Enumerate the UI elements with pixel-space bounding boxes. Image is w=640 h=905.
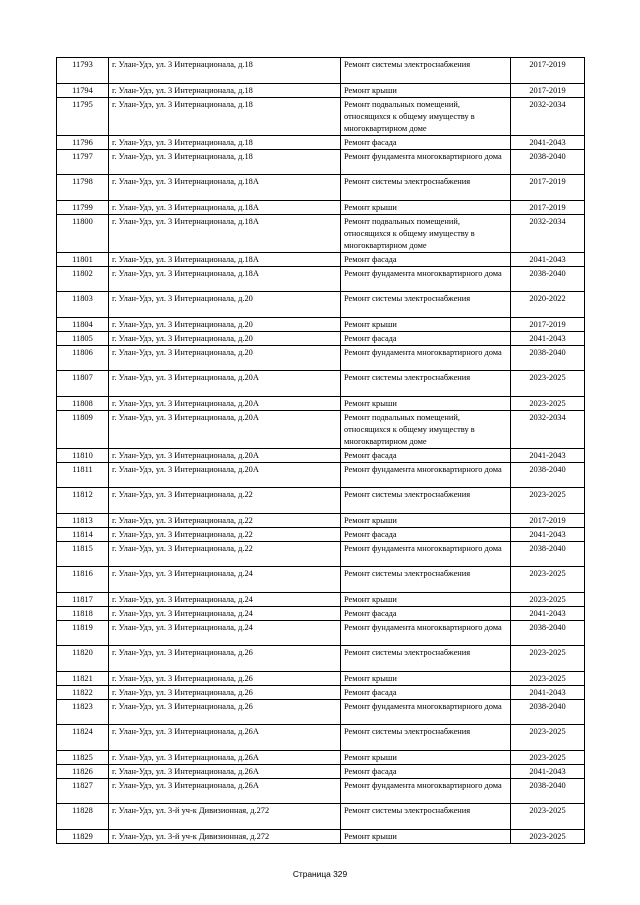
work-type-cell: Ремонт системы электроснабжения <box>341 371 511 397</box>
period-cell: 2017-2019 <box>511 58 585 84</box>
row-number-cell: 11823 <box>57 700 109 725</box>
address-cell: г. Улан-Удэ, ул. 3 Интернационала, д.18А <box>109 253 341 267</box>
row-number-cell: 11824 <box>57 725 109 751</box>
row-number-cell: 11794 <box>57 84 109 98</box>
table-row <box>57 765 585 779</box>
work-type-cell: Ремонт системы электроснабжения <box>341 804 511 830</box>
period-cell: 2023-2025 <box>511 830 585 844</box>
address-cell: г. Улан-Удэ, ул. 3 Интернационала, д.26А <box>109 751 341 765</box>
address-cell: г. Улан-Удэ, ул. 3 Интернационала, д.18 <box>109 136 341 150</box>
work-type-cell: Ремонт системы электроснабжения <box>341 567 511 593</box>
address-cell: г. Улан-Удэ, ул. 3 Интернационала, д.18А <box>109 267 341 292</box>
period-cell: 2020-2022 <box>511 292 585 318</box>
work-type-cell: Ремонт фундамента многоквартирного дома <box>341 700 511 725</box>
table-row <box>57 98 585 136</box>
work-type-cell: Ремонт крыши <box>341 672 511 686</box>
period-cell: 2041-2043 <box>511 449 585 463</box>
period-cell: 2038-2040 <box>511 346 585 371</box>
address-cell: г. Улан-Удэ, ул. 3 Интернационала, д.20 <box>109 292 341 318</box>
address-cell: г. Улан-Удэ, ул. 3 Интернационала, д.18А <box>109 175 341 201</box>
table-row <box>57 700 585 725</box>
table-row <box>57 593 585 607</box>
period-cell: 2038-2040 <box>511 267 585 292</box>
repair-schedule-table <box>56 57 585 844</box>
work-type-cell: Ремонт системы электроснабжения <box>341 58 511 84</box>
address-cell: г. Улан-Удэ, ул. 3 Интернационала, д.22 <box>109 488 341 514</box>
row-number-cell: 11805 <box>57 332 109 346</box>
work-type-cell: Ремонт системы электроснабжения <box>341 175 511 201</box>
address-cell: г. Улан-Удэ, ул. 3 Интернационала, д.18А <box>109 215 341 253</box>
address-cell: г. Улан-Удэ, ул. 3 Интернационала, д.26А <box>109 779 341 804</box>
table-row <box>57 751 585 765</box>
period-cell: 2038-2040 <box>511 700 585 725</box>
address-cell: г. Улан-Удэ, ул. 3 Интернационала, д.22 <box>109 528 341 542</box>
table-row <box>57 253 585 267</box>
work-type-cell: Ремонт системы электроснабжения <box>341 725 511 751</box>
row-number-cell: 11812 <box>57 488 109 514</box>
page-number: Страница 329 <box>292 869 348 879</box>
row-number-cell: 11810 <box>57 449 109 463</box>
work-type-cell: Ремонт системы электроснабжения <box>341 488 511 514</box>
row-number-cell: 11826 <box>57 765 109 779</box>
row-number-cell: 11828 <box>57 804 109 830</box>
work-type-cell: Ремонт крыши <box>341 318 511 332</box>
period-cell: 2023-2025 <box>511 646 585 672</box>
address-cell: г. Улан-Удэ, ул. 3-й уч-к Дивизионная, д.272 <box>109 830 341 844</box>
table-row <box>57 672 585 686</box>
table-row <box>57 292 585 318</box>
work-type-cell: Ремонт подвальных помещений, относящихся к общему имуществу в многоквартирном доме <box>341 411 511 449</box>
table-row <box>57 463 585 488</box>
period-cell: 2023-2025 <box>511 593 585 607</box>
row-number-cell: 11797 <box>57 150 109 175</box>
period-cell: 2017-2019 <box>511 318 585 332</box>
period-cell: 2032-2034 <box>511 215 585 253</box>
work-type-cell: Ремонт системы электроснабжения <box>341 292 511 318</box>
period-cell: 2041-2043 <box>511 765 585 779</box>
period-cell: 2023-2025 <box>511 567 585 593</box>
work-type-cell: Ремонт фундамента многоквартирного дома <box>341 346 511 371</box>
table-row <box>57 84 585 98</box>
period-cell: 2038-2040 <box>511 621 585 646</box>
table-row <box>57 371 585 397</box>
address-cell: г. Улан-Удэ, ул. 3 Интернационала, д.20А <box>109 397 341 411</box>
row-number-cell: 11801 <box>57 253 109 267</box>
table-row <box>57 150 585 175</box>
table-row <box>57 779 585 804</box>
row-number-cell: 11825 <box>57 751 109 765</box>
address-cell: г. Улан-Удэ, ул. 3 Интернационала, д.24 <box>109 567 341 593</box>
period-cell: 2023-2025 <box>511 672 585 686</box>
table-row <box>57 449 585 463</box>
work-type-cell: Ремонт фасада <box>341 607 511 621</box>
address-cell: г. Улан-Удэ, ул. 3 Интернационала, д.22 <box>109 514 341 528</box>
table-row <box>57 136 585 150</box>
period-cell: 2038-2040 <box>511 779 585 804</box>
address-cell: г. Улан-Удэ, ул. 3 Интернационала, д.26 <box>109 672 341 686</box>
period-cell: 2041-2043 <box>511 686 585 700</box>
work-type-cell: Ремонт фасада <box>341 765 511 779</box>
address-cell: г. Улан-Удэ, ул. 3 Интернационала, д.24 <box>109 593 341 607</box>
row-number-cell: 11814 <box>57 528 109 542</box>
work-type-cell: Ремонт крыши <box>341 514 511 528</box>
table-row <box>57 397 585 411</box>
table-row <box>57 488 585 514</box>
work-type-cell: Ремонт фундамента многоквартирного дома <box>341 463 511 488</box>
period-cell: 2032-2034 <box>511 411 585 449</box>
row-number-cell: 11800 <box>57 215 109 253</box>
period-cell: 2041-2043 <box>511 136 585 150</box>
table-row <box>57 175 585 201</box>
address-cell: г. Улан-Удэ, ул. 3 Интернационала, д.24 <box>109 607 341 621</box>
period-cell: 2017-2019 <box>511 175 585 201</box>
table-row <box>57 514 585 528</box>
row-number-cell: 11806 <box>57 346 109 371</box>
work-type-cell: Ремонт фундамента многоквартирного дома <box>341 621 511 646</box>
period-cell: 2017-2019 <box>511 201 585 215</box>
period-cell: 2023-2025 <box>511 397 585 411</box>
work-type-cell: Ремонт крыши <box>341 830 511 844</box>
period-cell: 2038-2040 <box>511 150 585 175</box>
period-cell: 2023-2025 <box>511 725 585 751</box>
table-row <box>57 346 585 371</box>
row-number-cell: 11803 <box>57 292 109 318</box>
address-cell: г. Улан-Удэ, ул. 3-й уч-к Дивизионная, д.272 <box>109 804 341 830</box>
row-number-cell: 11793 <box>57 58 109 84</box>
work-type-cell: Ремонт подвальных помещений, относящихся к общему имуществу в многоквартирном доме <box>341 98 511 136</box>
table-row <box>57 411 585 449</box>
period-cell: 2017-2019 <box>511 514 585 528</box>
address-cell: г. Улан-Удэ, ул. 3 Интернационала, д.26 <box>109 646 341 672</box>
address-cell: г. Улан-Удэ, ул. 3 Интернационала, д.20А <box>109 449 341 463</box>
address-cell: г. Улан-Удэ, ул. 3 Интернационала, д.18 <box>109 150 341 175</box>
table-row <box>57 804 585 830</box>
row-number-cell: 11827 <box>57 779 109 804</box>
row-number-cell: 11804 <box>57 318 109 332</box>
work-type-cell: Ремонт фундамента многоквартирного дома <box>341 542 511 567</box>
work-type-cell: Ремонт крыши <box>341 751 511 765</box>
row-number-cell: 11811 <box>57 463 109 488</box>
work-type-cell: Ремонт крыши <box>341 201 511 215</box>
row-number-cell: 11817 <box>57 593 109 607</box>
work-type-cell: Ремонт фундамента многоквартирного дома <box>341 779 511 804</box>
period-cell: 2023-2025 <box>511 371 585 397</box>
work-type-cell: Ремонт фасада <box>341 449 511 463</box>
row-number-cell: 11795 <box>57 98 109 136</box>
address-cell: г. Улан-Удэ, ул. 3 Интернационала, д.26 <box>109 700 341 725</box>
table-row <box>57 646 585 672</box>
row-number-cell: 11813 <box>57 514 109 528</box>
address-cell: г. Улан-Удэ, ул. 3 Интернационала, д.22 <box>109 542 341 567</box>
address-cell: г. Улан-Удэ, ул. 3 Интернационала, д.26 <box>109 686 341 700</box>
address-cell: г. Улан-Удэ, ул. 3 Интернационала, д.26А <box>109 725 341 751</box>
work-type-cell: Ремонт фасада <box>341 528 511 542</box>
table-row <box>57 725 585 751</box>
period-cell: 2023-2025 <box>511 751 585 765</box>
table-row <box>57 686 585 700</box>
address-cell: г. Улан-Удэ, ул. 3 Интернационала, д.18 <box>109 84 341 98</box>
row-number-cell: 11816 <box>57 567 109 593</box>
row-number-cell: 11796 <box>57 136 109 150</box>
address-cell: г. Улан-Удэ, ул. 3 Интернационала, д.20А <box>109 371 341 397</box>
table-row <box>57 528 585 542</box>
table-row <box>57 830 585 844</box>
work-type-cell: Ремонт крыши <box>341 593 511 607</box>
row-number-cell: 11819 <box>57 621 109 646</box>
row-number-cell: 11820 <box>57 646 109 672</box>
address-cell: г. Улан-Удэ, ул. 3 Интернационала, д.18 <box>109 58 341 84</box>
work-type-cell: Ремонт фасада <box>341 332 511 346</box>
period-cell: 2041-2043 <box>511 607 585 621</box>
row-number-cell: 11822 <box>57 686 109 700</box>
row-number-cell: 11802 <box>57 267 109 292</box>
table-row <box>57 621 585 646</box>
table-body <box>57 58 585 844</box>
address-cell: г. Улан-Удэ, ул. 3 Интернационала, д.18 <box>109 98 341 136</box>
row-number-cell: 11818 <box>57 607 109 621</box>
address-cell: г. Улан-Удэ, ул. 3 Интернационала, д.20А <box>109 411 341 449</box>
address-cell: г. Улан-Удэ, ул. 3 Интернационала, д.24 <box>109 621 341 646</box>
row-number-cell: 11798 <box>57 175 109 201</box>
period-cell: 2023-2025 <box>511 804 585 830</box>
work-type-cell: Ремонт фасада <box>341 686 511 700</box>
period-cell: 2017-2019 <box>511 84 585 98</box>
address-cell: г. Улан-Удэ, ул. 3 Интернационала, д.20 <box>109 318 341 332</box>
period-cell: 2038-2040 <box>511 542 585 567</box>
period-cell: 2032-2034 <box>511 98 585 136</box>
period-cell: 2041-2043 <box>511 332 585 346</box>
work-type-cell: Ремонт крыши <box>341 397 511 411</box>
row-number-cell: 11829 <box>57 830 109 844</box>
table-row <box>57 318 585 332</box>
table-row <box>57 201 585 215</box>
row-number-cell: 11807 <box>57 371 109 397</box>
table-row <box>57 542 585 567</box>
row-number-cell: 11821 <box>57 672 109 686</box>
row-number-cell: 11799 <box>57 201 109 215</box>
table-row <box>57 567 585 593</box>
row-number-cell: 11809 <box>57 411 109 449</box>
work-type-cell: Ремонт фундамента многоквартирного дома <box>341 267 511 292</box>
row-number-cell: 11808 <box>57 397 109 411</box>
address-cell: г. Улан-Удэ, ул. 3 Интернационала, д.20 <box>109 346 341 371</box>
address-cell: г. Улан-Удэ, ул. 3 Интернационала, д.20 <box>109 332 341 346</box>
address-cell: г. Улан-Удэ, ул. 3 Интернационала, д.26А <box>109 765 341 779</box>
work-type-cell: Ремонт фасада <box>341 253 511 267</box>
table-row <box>57 607 585 621</box>
table-row <box>57 332 585 346</box>
table-row <box>57 58 585 84</box>
table-row <box>57 267 585 292</box>
period-cell: 2023-2025 <box>511 488 585 514</box>
period-cell: 2041-2043 <box>511 528 585 542</box>
work-type-cell: Ремонт крыши <box>341 84 511 98</box>
period-cell: 2041-2043 <box>511 253 585 267</box>
address-cell: г. Улан-Удэ, ул. 3 Интернационала, д.18А <box>109 201 341 215</box>
address-cell: г. Улан-Удэ, ул. 3 Интернационала, д.20А <box>109 463 341 488</box>
work-type-cell: Ремонт фасада <box>341 136 511 150</box>
row-number-cell: 11815 <box>57 542 109 567</box>
work-type-cell: Ремонт системы электроснабжения <box>341 646 511 672</box>
table-row <box>57 215 585 253</box>
work-type-cell: Ремонт подвальных помещений, относящихся к общему имуществу в многоквартирном доме <box>341 215 511 253</box>
work-type-cell: Ремонт фундамента многоквартирного дома <box>341 150 511 175</box>
period-cell: 2038-2040 <box>511 463 585 488</box>
